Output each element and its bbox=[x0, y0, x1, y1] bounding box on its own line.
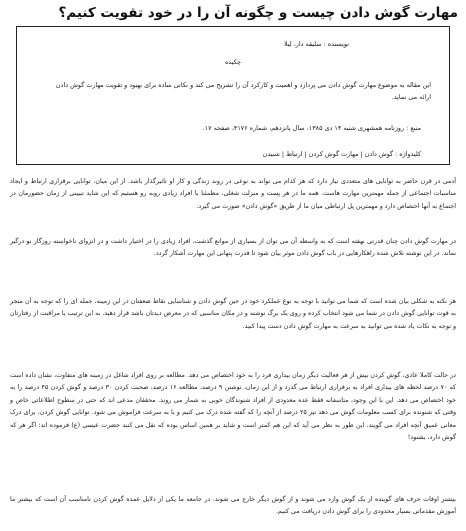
body-paragraph: بیشتر اوقات حرف های گوینده از یک گوش وارد می شوند و از گوش دیگر خارج می شوند. در جامعه ما یکی از دلایل عمده گوش کردن نامناسب آن است که بیشتر ما آموزش مقدماتی بسیار محدودی را برای گوش دادن دریافت می کنیم. bbox=[10, 496, 456, 516]
article-header-box bbox=[16, 26, 450, 165]
keywords-line: کلیدواژه : گوش دادن | مهارت گوش کردن | ارتباط | شنیدن bbox=[262, 150, 421, 158]
abstract-label: چکیده bbox=[224, 58, 242, 66]
body-paragraph: هر نکته به شکلی بیان شده است که شما می توانید با توجه به نوع عملکرد خود در حین گوش دادن و شناسایی نقاط ضعفتان در این زمینه، جمله ای را که توجه به آن منجر به قوت توانایی گوش دادن در شما می شود انتخاب کرده و روی یک برگ نوشته و در مکان مناسبی که در معرض دیدتان باشد قرار دهید. به این ترتیب با مراقبت از رفتارتان و توجه به نکات یاد شده می توانید به سرعت به مهارت گوش دادن دست پیدا کنید. bbox=[10, 298, 456, 330]
source-line: منبع : روزنامه همشهری شنبه ۱۴ دی ۱۳۸۵، سال پانزدهم، شماره ۴۱۷۶، صفحه ۱۷. bbox=[202, 124, 421, 132]
body-paragraph: آدمی در قرن حاضر به توانایی های متعددی نیاز دارد که هر کدام می تواند به نوعی در روند زندگی و کار او تاثیرگذار باشد. از این میان، توانایی برقراری ارتباط و ایجاد مناسبات اجتماعی از جمله مهمترین مهارت هاست. همه ما در هر پست و منزلت شغلی، مطمئنا با افراد زیادی روبه رو هستیم که این شاید تبیینی از زمان حضورمان در اجتماع به آنها اختصاص دارد و مهمترین پل ارتباطی میان ما از طریق «گوش دادن» صورت می گیرد. bbox=[10, 178, 456, 210]
body-paragraph: در مهارت گوش دادن چنان قدرتی نهفته است که به واسطه آن می توان از بسیاری از موانع گذشت، افراد زیادی را در اختیار داشت و در انزوای ناخواسته روزگار نو درگیر نماند. در این نوشته تلاش شده راهکارهایی در باب گوش دادن موثر بیان شود تا قدرت پنهانی این مهارت آشکار گردد. bbox=[10, 238, 456, 258]
body-paragraph: در حالت کاملا عادی، گوش کردن بیش از هر فعالیت دیگر زمان بیداری فرد را به خود اختصاص می دهد. مطالعه بر روی افراد شاغل در زمینه های متفاوت، نشان داده است که ۷۰ درصد لحظه های بیداری افراد به برقراری ارتباط می گذرد و از این زمان، نوشتن ۹ درصد، مطالعه ۱۶ درصد، صحبت کردن ۳۰ درصد و گوش کردن ۴۵ درصد را به خود اختصاص می دهد. این با این وجود، متاسفانه فقط عده معدودی از افراد شنوندگان خوبی به شمار می روند. محققان مدعی اند که حتی در سطوح اطلاعاتی خاص و وقتی که شنونده برای کسب معلومات گوش می دهد نیز ۲۵ درصد از آنچه را که گفته شده درک می کنیم و با به سرعت فراموش می شود. توانایی گوش کردن، برای درک معانی عمیق آنچه افراد می گویند، این طور به نظر می آید که این هم کمتر است و شاید بر همین اساس بوده که نقل می کنند حضرت عیسی (ع) فرموده اند: اگر هر که گوش دارد، بشنود! bbox=[10, 372, 457, 442]
abstract-text: این مقاله به موضوع مهارت گوش دادن می پردازد و اهمیت و کارکرد آن را تشریح می کند و نکاتی ساده برای بهبود و تقویت مهارت گوش دادن ارائه می نماید. bbox=[55, 81, 431, 101]
author-line: نویسنده : سلیقه دار، لیلا bbox=[284, 40, 349, 48]
article-title: مهارت گوش دادن چیست و چگونه آن را در خود تقویت کنیم؟ bbox=[58, 5, 458, 21]
